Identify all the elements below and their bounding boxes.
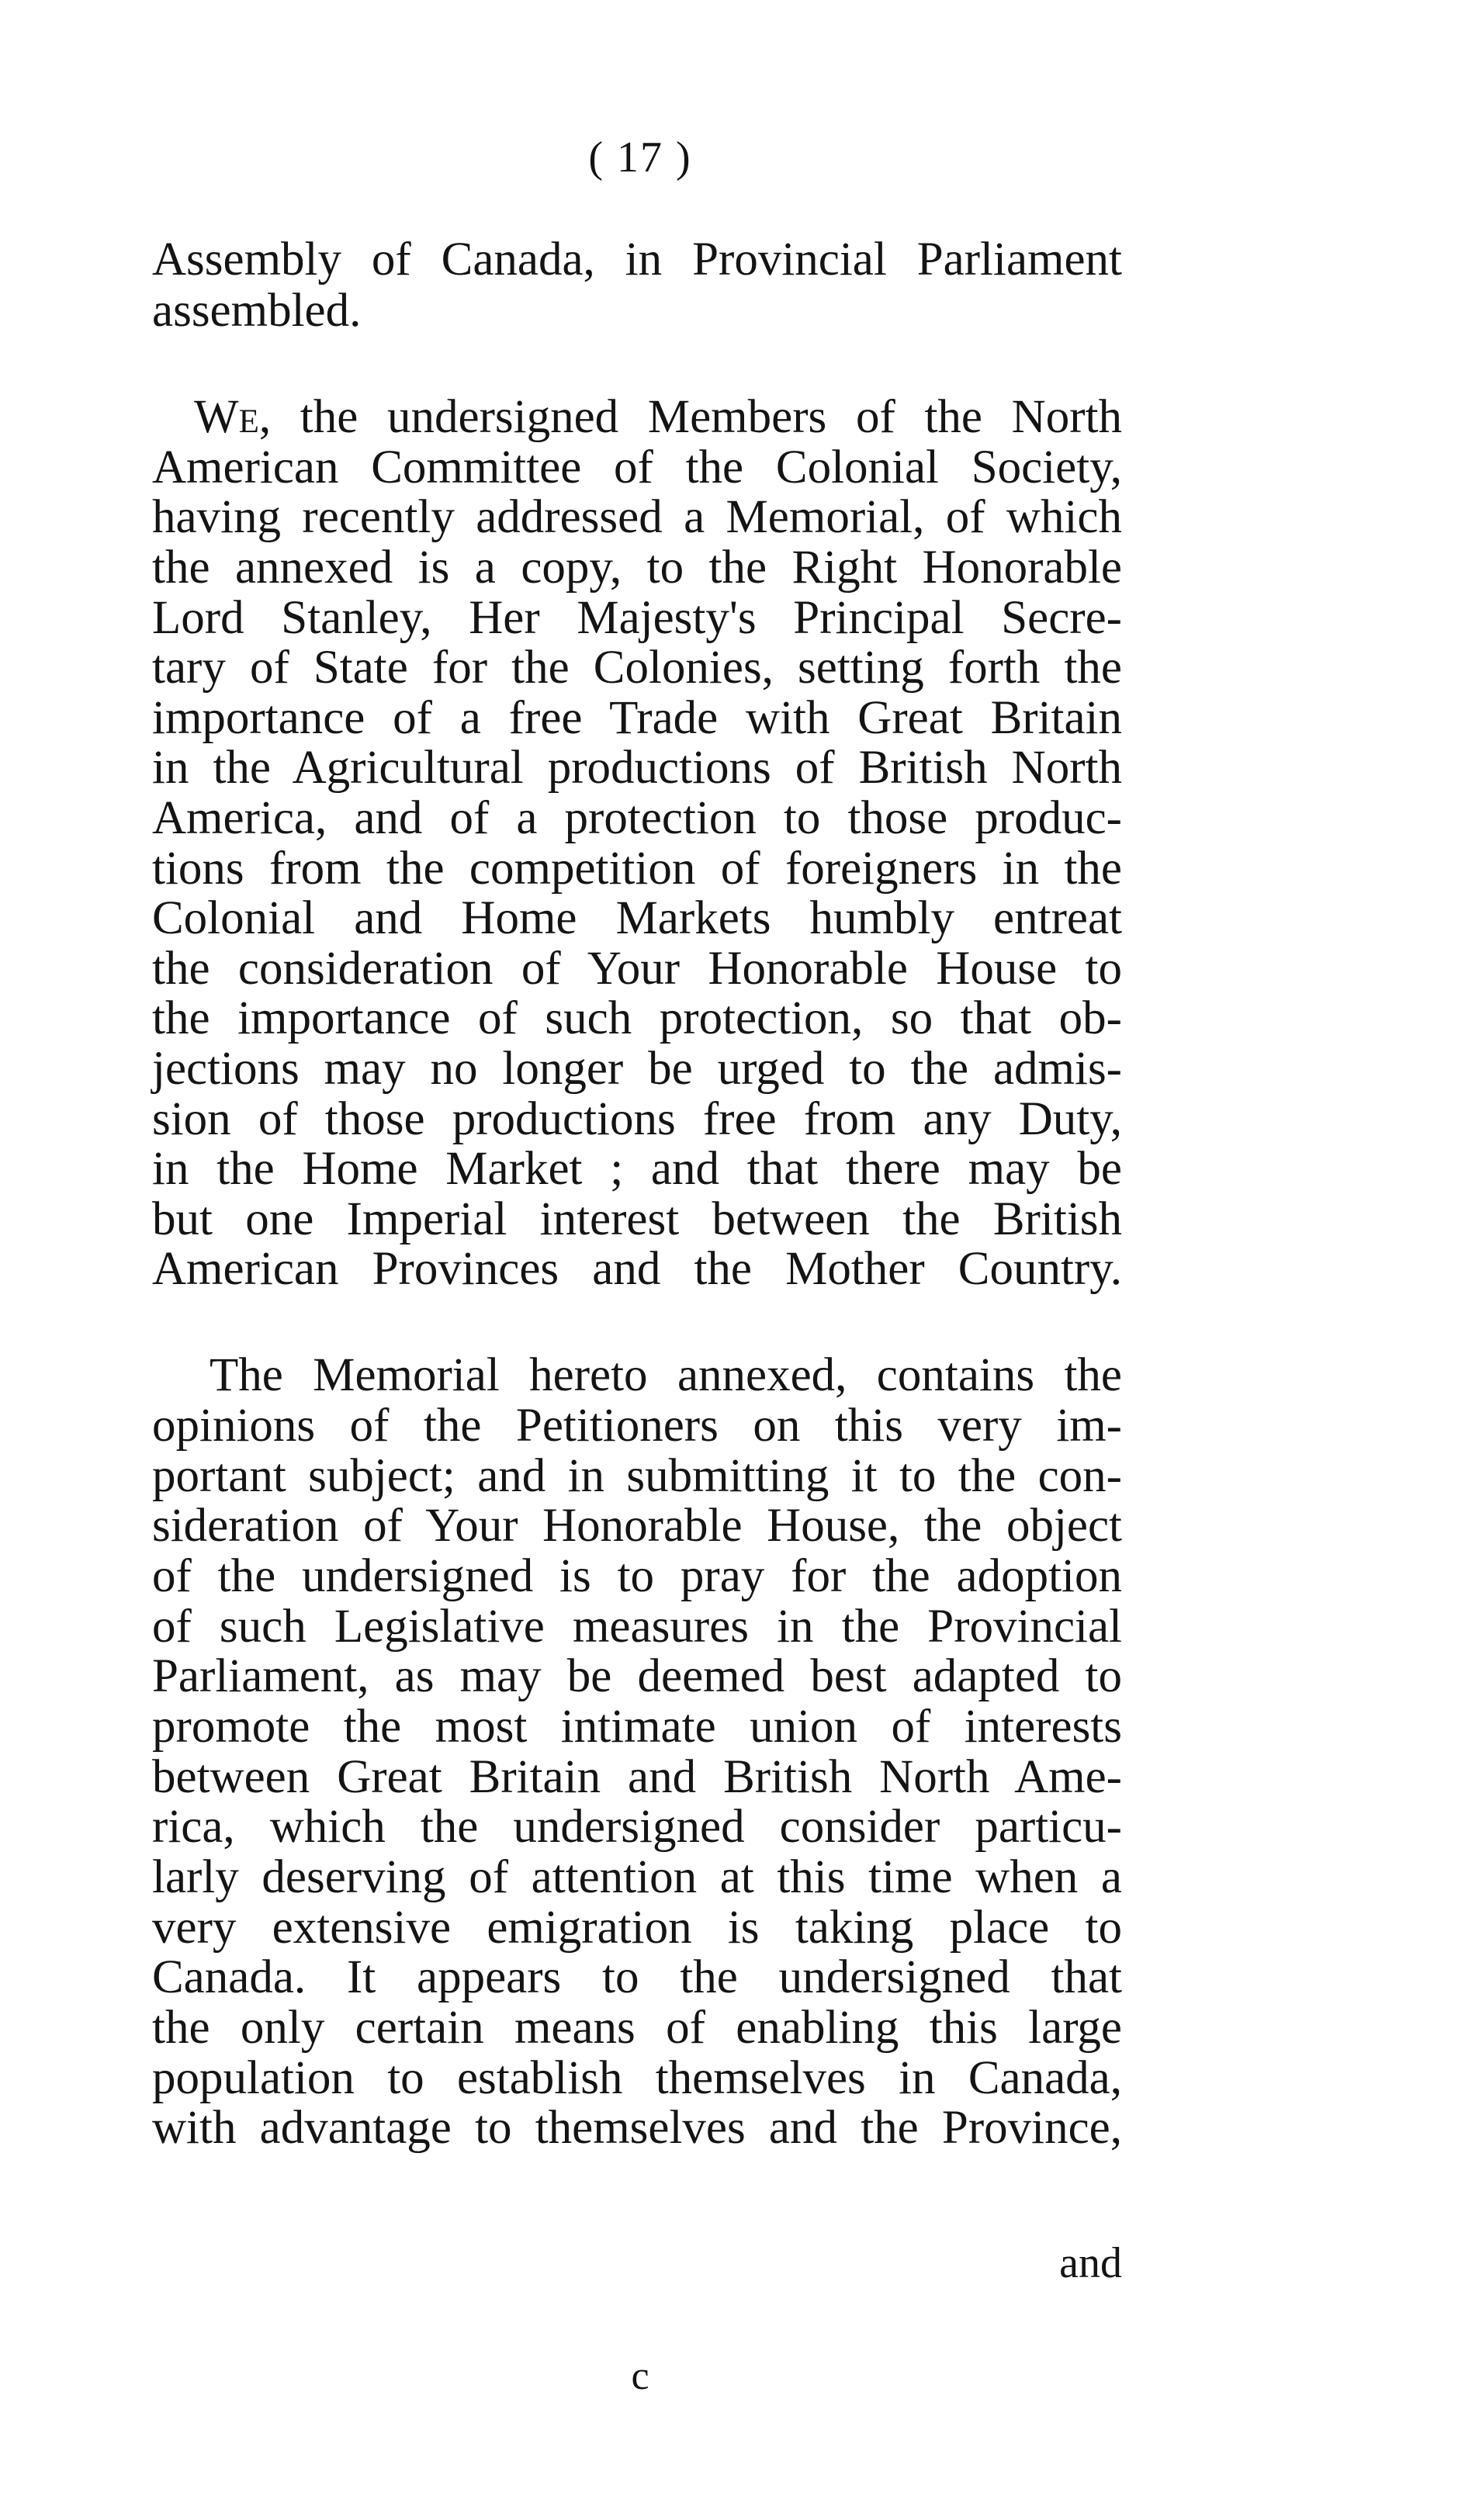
text-line: Lord Stanley, Her Majesty's Principal Secre-: [152, 592, 1122, 644]
text-line: in the Agricultural productions of British North: [152, 742, 1122, 794]
text-line: American Committee of the Colonial Society,: [152, 441, 1122, 493]
text-line: the importance of such protection, so that ob-: [152, 992, 1122, 1044]
text-line: of the undersigned is to pray for the adoption: [152, 1550, 1122, 1602]
text-line: Parliament, as may be deemed best adapted to: [152, 1650, 1122, 1702]
text-line: American Provinces and the Mother Country.: [152, 1243, 1122, 1295]
text-line: with advantage to themselves and the Province,: [152, 2102, 1122, 2154]
text-line: tary of State for the Colonies, setting forth the: [152, 642, 1122, 694]
signature-mark: c: [631, 2354, 649, 2398]
text-line: importance of a free Trade with Great Britain: [152, 692, 1122, 744]
text-line: of such Legislative measures in the Provincial: [152, 1601, 1122, 1653]
text-line: Assembly of Canada, in Provincial Parliament: [152, 234, 1122, 286]
page-number: ( 17 ): [588, 133, 692, 182]
paragraph-opening-line: The Memorial hereto annexed, contains the: [210, 1349, 1122, 1401]
text-line: portant subject; and in submitting it to the con-: [152, 1450, 1122, 1502]
text-line: tions from the competition of foreigners in the: [152, 843, 1122, 895]
text-line: sion of those productions free from any Duty,: [152, 1093, 1122, 1145]
drop-word: We: [194, 391, 259, 443]
text-line: Colonial and Home Markets humbly entreat: [152, 892, 1122, 944]
text-line: in the Home Market ; and that there may be: [152, 1143, 1122, 1195]
catchword: and: [1059, 2239, 1122, 2287]
text-line: between Great Britain and British North Ame-: [152, 1751, 1122, 1803]
paragraph-opening-line: [194, 390, 1122, 445]
text-line: opinions of the Petitioners on this very im-: [152, 1400, 1122, 1452]
text-line: assembled.: [152, 285, 362, 337]
text-line: the only certain means of enabling this large: [152, 2002, 1122, 2054]
text-line-rest: , the undersigned Members of the North: [258, 391, 1122, 443]
text-line: sideration of Your Honorable House, the object: [152, 1500, 1122, 1552]
text-line: America, and of a protection to those produc-: [152, 792, 1122, 844]
text-line: having recently addressed a Memorial, of which: [152, 491, 1122, 543]
text-line: population to establish themselves in Canada,: [152, 2052, 1122, 2104]
text-line: the annexed is a copy, to the Right Honorable: [152, 542, 1122, 594]
text-line: Canada. It appears to the undersigned that: [152, 1951, 1122, 2003]
text-line: larly deserving of attention at this time when a: [152, 1851, 1122, 1903]
text-line: jections may no longer be urged to the admis-: [152, 1043, 1122, 1095]
text-line: very extensive emigration is taking place to: [152, 1902, 1122, 1954]
text-line: rica, which the undersigned consider particu-: [152, 1801, 1122, 1853]
text-line: but one Imperial interest between the British: [152, 1193, 1122, 1245]
text-line: promote the most intimate union of interests: [152, 1701, 1122, 1753]
text-line: the consideration of Your Honorable House to: [152, 943, 1122, 995]
